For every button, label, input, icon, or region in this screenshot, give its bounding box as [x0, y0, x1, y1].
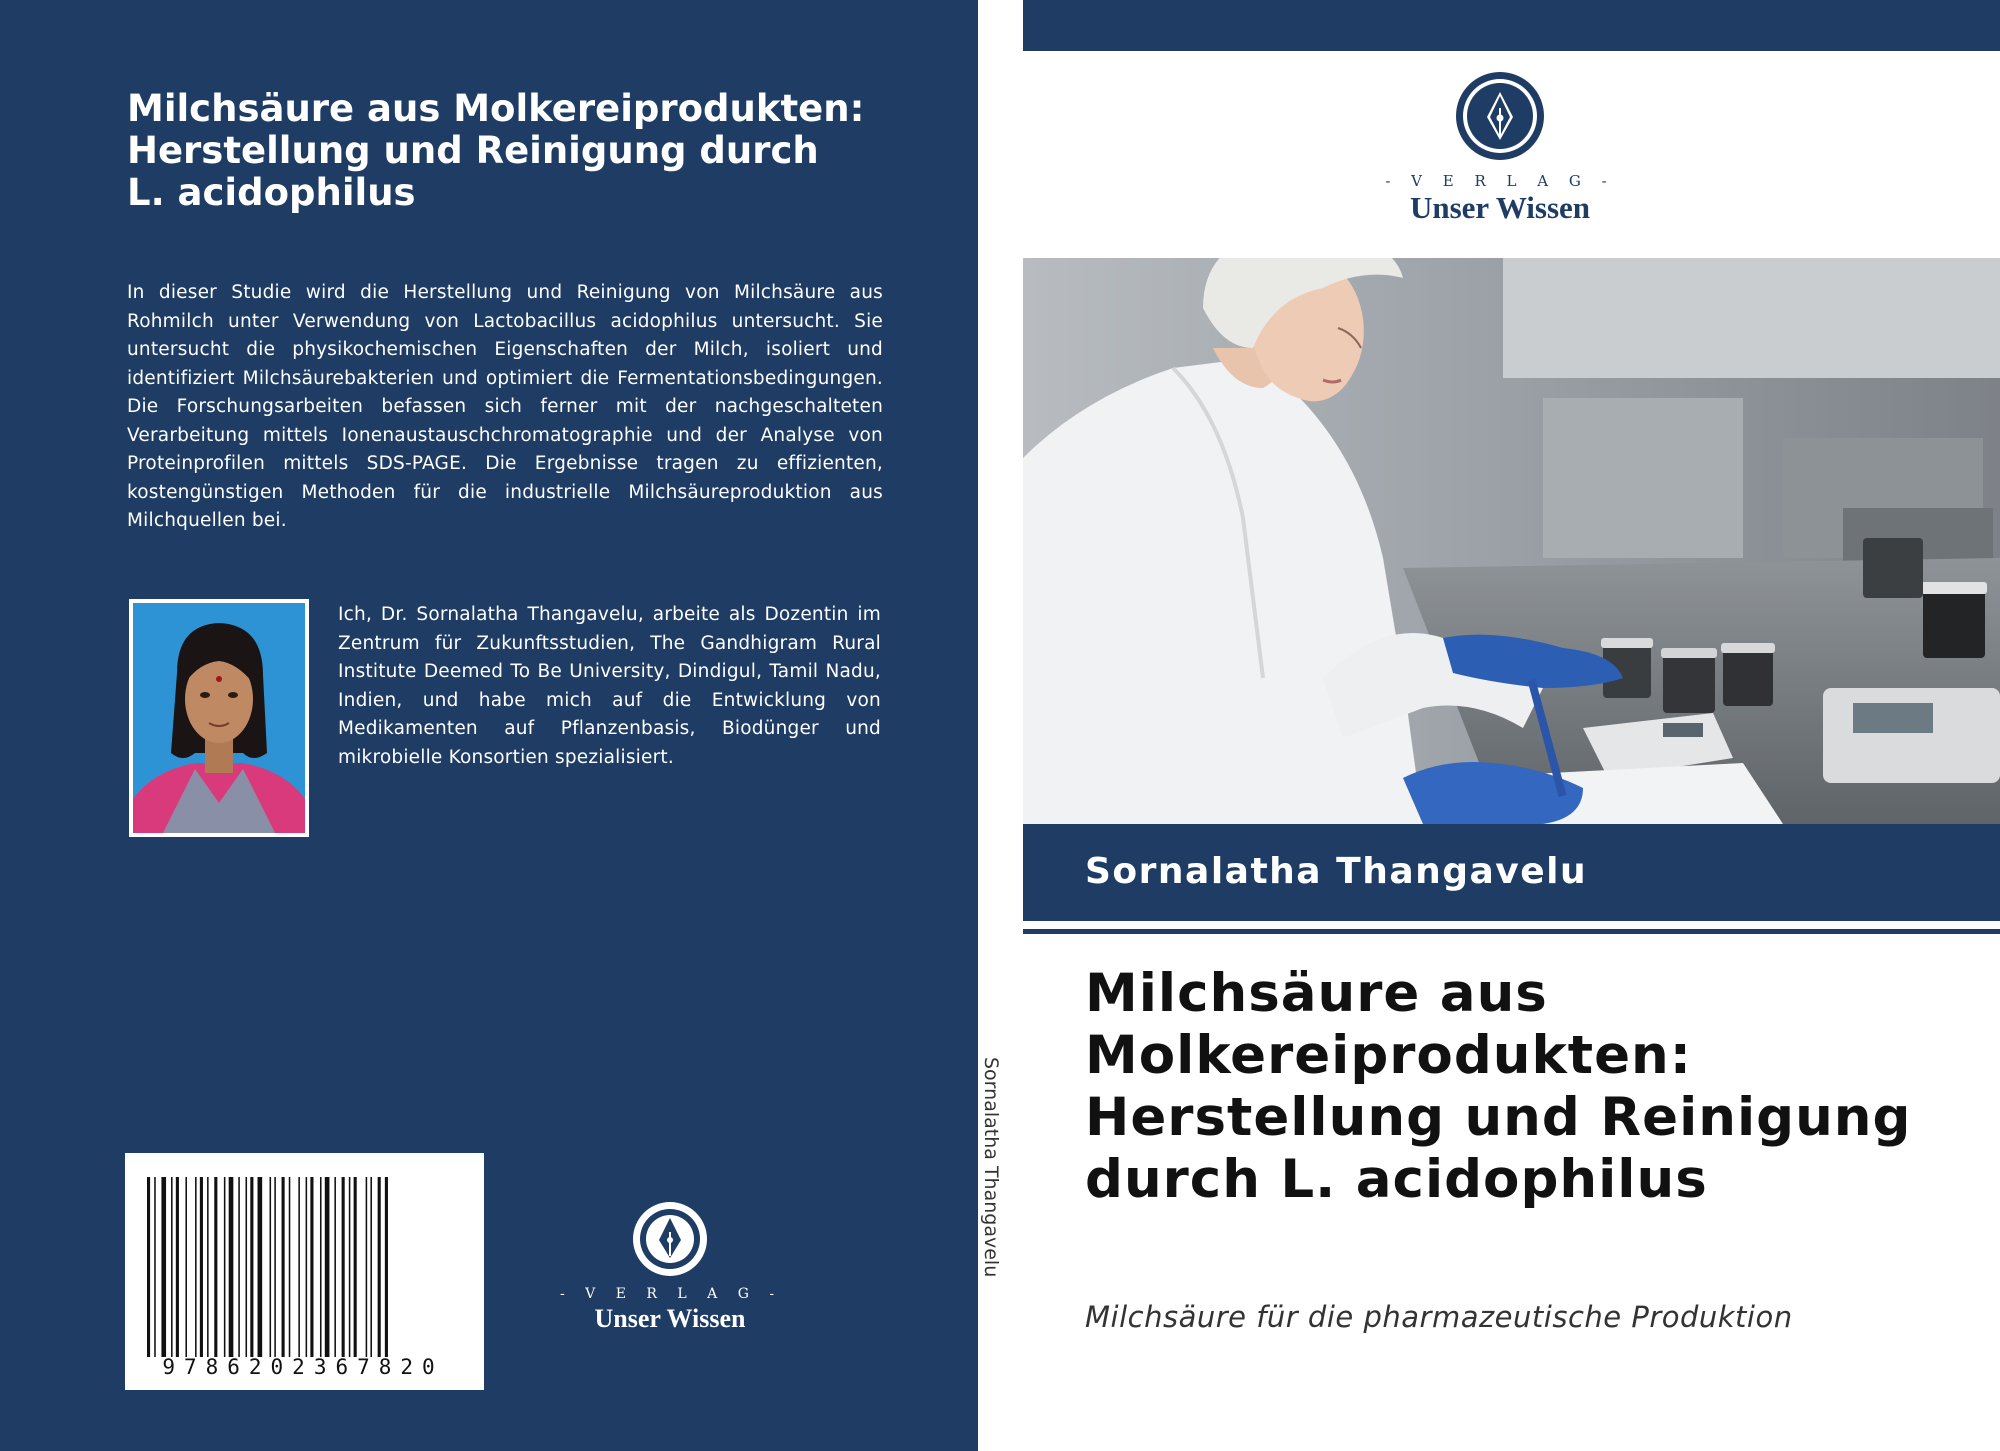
barcode-bar [325, 1177, 330, 1357]
barcode-bar [334, 1177, 336, 1357]
author-bio: Ich, Dr. Sornalatha Thangavelu, arbeite als Dozentin im Zentrum für Zukunftsstudien, The Gandhigram Rural Institute Deemed To Be University, Dindigul, Tamil Nadu, Indien, und habe mich auf die Entwicklung von Medikamenten auf Pflanzenbasis, Biodünger und mikrobielle Konsortien spezialisiert. [338, 604, 881, 768]
barcode-bar [214, 1177, 217, 1357]
publisher-name: Unser Wissen [1409, 190, 1591, 225]
barcode-bar [161, 1177, 166, 1357]
author-band [1023, 824, 2000, 921]
barcode-bar [195, 1177, 197, 1357]
fountain-pen-emblem-icon [1454, 70, 1546, 162]
publisher-verlag-label: - V E R L A G - [560, 1286, 783, 1302]
publisher-logo-back [560, 1200, 783, 1334]
barcode-bar [320, 1177, 322, 1357]
front-author-name: Sornalatha Thangavelu [1085, 851, 1588, 892]
author-portrait-icon [133, 603, 305, 833]
author-band-rule [1023, 929, 2000, 934]
barcode-bar [270, 1177, 272, 1357]
barcode-bar [282, 1177, 285, 1357]
back-cover-title: Milchsäure aus Molkereiprodukten: Herstellung und Reinigung durch L. acidophilus [127, 87, 865, 214]
publisher-verlag-label: - V E R L A G - [1385, 172, 1615, 190]
publisher-logo-front [1380, 70, 1620, 226]
barcode-bar [200, 1177, 203, 1357]
barcode-bar [289, 1177, 291, 1357]
barcode-bar [185, 1177, 187, 1357]
barcode-bar [349, 1177, 351, 1357]
barcode-bar [171, 1177, 173, 1357]
barcode-bar [370, 1177, 372, 1357]
barcode-bar [378, 1177, 381, 1357]
author-photo [129, 599, 309, 837]
barcode [125, 1153, 484, 1390]
front-cover-title: Milchsäure aus Molkereiprodukten: Herstellung und Reinigung durch L. acidophilus [1085, 963, 1912, 1210]
barcode-bar [354, 1177, 357, 1357]
cover-photo-lab-technician [1023, 258, 2000, 824]
barcode-bar [250, 1177, 253, 1357]
barcode-bar [385, 1177, 388, 1357]
back-cover-abstract: In dieser Studie wird die Herstellung und Reinigung von Milchsäure aus Rohmilch unter Verwendung von Lactobacillus acidophilus untersucht. Sie untersucht die physikochemischen Eigenschaften der Milch, isoliert und identifiziert Milchsäurebakterien und optimiert die Fermentationsbedingungen. Die Forschungsarbeiten befassen sich ferner mit der nachgeschalteten Verarbeitung mittels Ionenaustauschchromatographie und der Analyse von Proteinprofilen mittels SDS-PAGE. Die Ergebnisse tragen zu effizienten, kostengünstigen Methoden für die industrielle Milchsäureproduktion aus Milchquellen bei. [127, 282, 883, 531]
front-top-bar [1023, 0, 2000, 51]
fountain-pen-emblem-icon [631, 1200, 709, 1278]
barcode-bar [246, 1177, 248, 1357]
barcode-bar [154, 1177, 156, 1357]
barcode-bars [147, 1177, 465, 1357]
spine-author: Sornalatha Thangavelu [980, 1057, 1002, 1278]
barcode-bar [306, 1177, 308, 1357]
barcode-bar [274, 1177, 276, 1357]
front-cover-subtitle: Milchsäure für die pharmazeutische Produktion [1085, 1300, 1793, 1334]
barcode-bar [366, 1177, 368, 1357]
barcode-bar [207, 1177, 209, 1357]
barcode-bar [147, 1177, 150, 1357]
barcode-bar [224, 1177, 226, 1357]
barcode-number: 9786202367820 [162, 1355, 444, 1379]
barcode-bar [238, 1177, 240, 1357]
barcode-bar [258, 1177, 263, 1357]
barcode-bar [298, 1177, 300, 1357]
barcode-bar [229, 1177, 234, 1357]
barcode-bar [342, 1177, 345, 1357]
back-cover [0, 0, 978, 1451]
lab-scene-illustration [1023, 258, 2000, 824]
barcode-bar [310, 1177, 313, 1357]
publisher-name: Unser Wissen [594, 1304, 746, 1333]
barcode-bar [176, 1177, 179, 1357]
